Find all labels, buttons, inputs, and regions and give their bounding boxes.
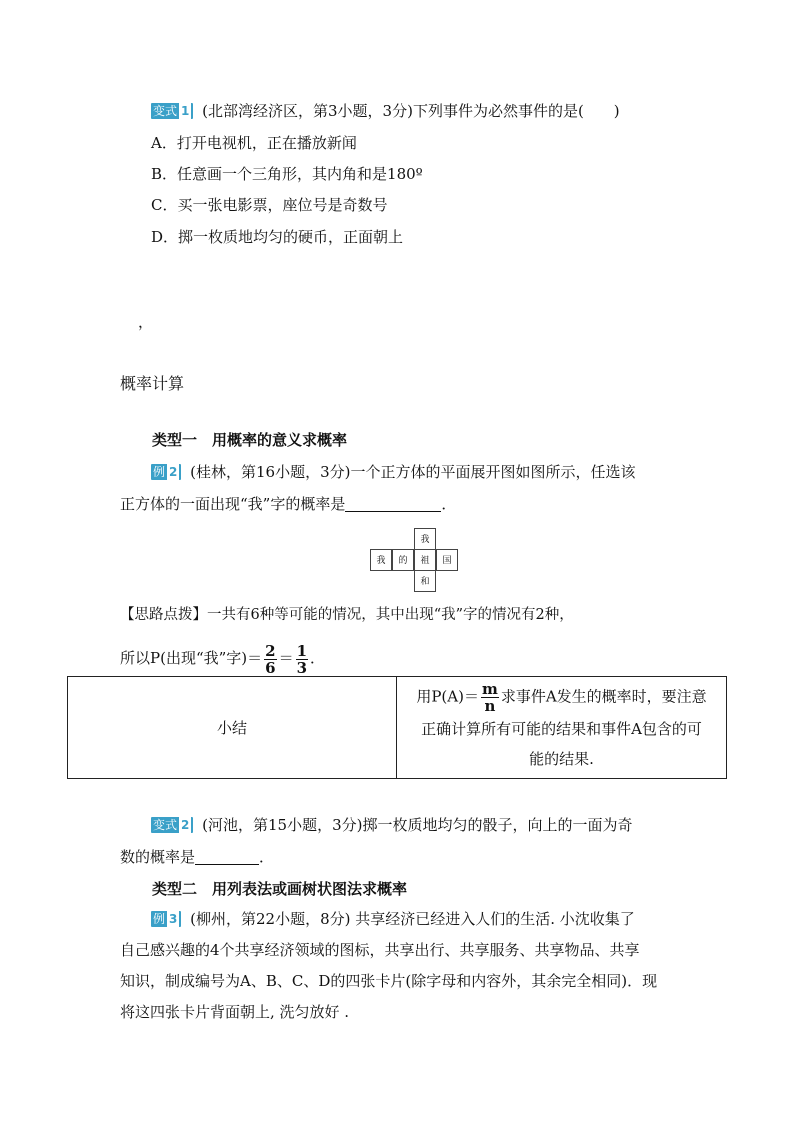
net-cell-mid1: 的 bbox=[392, 549, 414, 571]
net-cell-left: 我 bbox=[370, 549, 392, 571]
fraction-1-3: $\frac{1}{3}$ bbox=[296, 641, 308, 677]
stray-comma: ， bbox=[138, 313, 154, 331]
example2-line1: 例 2 (桂林，第16小题，3分)一个正方体的平面展开图如图所示，任选该 bbox=[153, 463, 636, 481]
variant1-source: (北部湾经济区，第3小题，3分) bbox=[202, 102, 413, 120]
variant-badge: 变式 2 bbox=[151, 817, 193, 833]
variant2-line2: 数的概率是 ． bbox=[120, 848, 275, 866]
net-cell-top: 我 bbox=[414, 528, 436, 550]
summary-label-cell bbox=[68, 677, 397, 779]
variant2-line1: 变式 2 (河池，第15小题，3分)掷一枚质地均匀的骰子，向上的一面为奇 bbox=[153, 816, 633, 834]
example3-line3: 知识，制成编号为A、B、C、D的四张卡片(除字母和内容外，其余完全相同)．现 bbox=[120, 972, 658, 990]
net-cell-right: 国 bbox=[436, 549, 458, 571]
example3-line1: 例 3 (柳州，第22小题，8分) 共享经济已经进入人们的生活. 小沈收集了 bbox=[153, 910, 635, 928]
summary-table bbox=[67, 676, 727, 779]
example2-line2: 正方体的一面出现“我”字的概率是 ． bbox=[120, 495, 457, 513]
example-badge: 例 3 bbox=[151, 911, 181, 927]
example3-line4: 将这四张卡片背面朝上, 洗匀放好 . bbox=[120, 1003, 350, 1021]
type1-heading: 类型一 用概率的意义求概率 bbox=[152, 431, 348, 449]
hint-line2: 所以P(出现“我”字)＝ $\frac{2}{6}$ ＝ $\frac{1}{3}$ ． bbox=[120, 641, 326, 677]
fraction-2-6: $\frac{2}{6}$ bbox=[265, 641, 276, 677]
section-title: 概率计算 bbox=[120, 374, 185, 393]
summary-line3: 能的结果. bbox=[529, 750, 594, 768]
summary-content-cell bbox=[397, 677, 727, 779]
option-a: A．打开电视机，正在播放新闻 bbox=[151, 134, 357, 152]
net-cell-mid2: 祖 bbox=[414, 549, 436, 571]
option-c: C．买一张电影票，座位号是奇数号 bbox=[151, 196, 388, 214]
summary-line2: 正确计算所有可能的结果和事件A包含的可 bbox=[421, 720, 702, 738]
hint-line1: 【思路点拨】一共有6种等可能的情况，其中出现“我”字的情况有2种， bbox=[120, 607, 574, 623]
summary-line1: 用P(A)＝ $\frac{m}{n}$ 求事件A发生的概率时，要注意 bbox=[416, 680, 707, 715]
answer-blank bbox=[195, 848, 259, 865]
fraction-m-n: $\frac{m}{n}$ bbox=[481, 680, 498, 715]
option-b: B．任意画一个三角形，其内角和是180º bbox=[151, 165, 423, 183]
example3-line2: 自己感兴趣的4个共享经济领域的图标，共享出行、共享服务、共享物品、共享 bbox=[120, 941, 640, 959]
summary-label: 小结 bbox=[216, 719, 247, 737]
type2-heading: 类型二 用列表法或画树状图法求概率 bbox=[152, 880, 408, 898]
variant-badge: 变式 1 bbox=[151, 103, 193, 119]
variant1-question: 下列事件为必然事件的是( ) bbox=[412, 102, 620, 120]
option-d: D．掷一枚质地均匀的硬币，正面朝上 bbox=[151, 228, 404, 246]
variant1-question-line bbox=[151, 100, 620, 122]
net-cell-bottom: 和 bbox=[414, 570, 436, 592]
cube-net-figure bbox=[370, 528, 460, 594]
example-badge: 例 2 bbox=[151, 464, 181, 480]
answer-blank bbox=[345, 495, 441, 512]
